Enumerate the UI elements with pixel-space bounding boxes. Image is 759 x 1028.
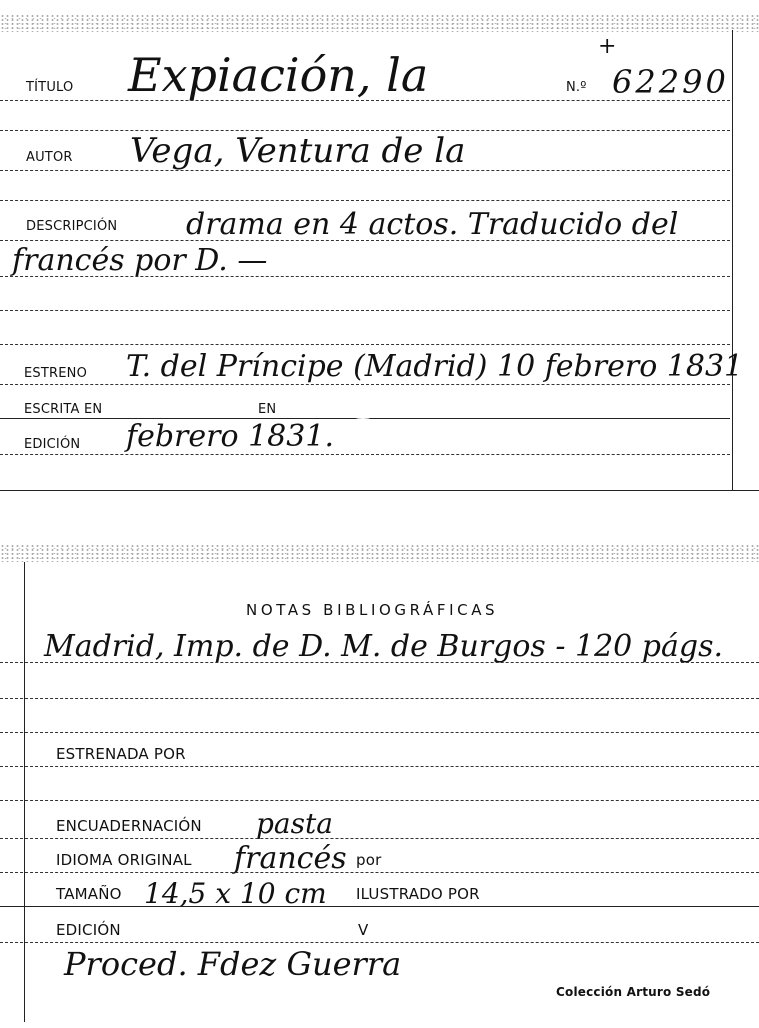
top-edge-texture <box>0 14 759 32</box>
en-label: EN <box>258 402 277 417</box>
notas-line-2 <box>0 698 759 699</box>
estreno-value: T. del Príncipe (Madrid) 10 febrero 1831 <box>126 349 744 384</box>
back-top-edge-texture <box>0 544 759 562</box>
descripcion-line-1 <box>0 240 730 241</box>
card-right-edge <box>732 30 733 490</box>
titulo-line <box>0 100 730 101</box>
titulo-label: TÍTULO <box>26 80 74 95</box>
por-label: por <box>356 851 382 869</box>
front-bottom-line <box>0 490 759 491</box>
encuadernacion-label: ENCUADERNACIÓN <box>56 817 202 835</box>
idioma-value: francés <box>234 841 347 876</box>
estreno-line <box>0 384 730 385</box>
idioma-line <box>0 872 759 873</box>
procedencia-value: Proced. Fdez Guerra <box>64 945 402 983</box>
autor-label: AUTOR <box>26 150 73 165</box>
front-card <box>0 0 759 500</box>
notas-value: Madrid, Imp. de D. M. de Burgos - 120 págs. <box>44 629 724 664</box>
numero-value: 62290 <box>612 63 729 101</box>
descripcion-value-line2: francés por D. — <box>12 243 268 278</box>
descripcion-label: DESCRIPCIÓN <box>26 219 118 234</box>
numero-label: N.º <box>566 80 587 95</box>
encuadernacion-line <box>0 838 759 839</box>
estrenada-line-2 <box>0 800 759 801</box>
descripcion-line-2 <box>0 276 730 277</box>
autor-value: Vega, Ventura de la <box>130 131 466 171</box>
estreno-label: ESTRENO <box>24 366 88 381</box>
back-edicion-line <box>0 942 759 943</box>
notas-line-1 <box>0 662 759 663</box>
numero-mark: + <box>598 34 617 59</box>
idioma-label: IDIOMA ORIGINAL <box>56 851 192 869</box>
edicion-label: EDICIÓN <box>24 437 81 452</box>
titulo-value: Expiación, la <box>128 48 429 102</box>
edicion-value: febrero 1831. <box>126 419 334 454</box>
divider-3 <box>0 344 730 345</box>
ilustrado-label: ILUSTRADO POR <box>356 885 480 903</box>
back-left-edge <box>24 562 25 1022</box>
stamp-erasure <box>338 418 388 458</box>
divider-2 <box>0 200 730 201</box>
edicion-line <box>0 454 730 455</box>
descripcion-line-3 <box>0 310 730 311</box>
estrenada-label: ESTRENADA POR <box>56 745 186 763</box>
back-edicion-label: EDICIÓN <box>56 921 121 939</box>
descripcion-value-line1: drama en 4 actos. Traducido del <box>186 207 679 242</box>
tamano-value: 14,5 x 10 cm <box>144 877 327 910</box>
encuadernacion-value: pasta <box>256 807 333 840</box>
tamano-line <box>0 906 759 907</box>
escrita-label: ESCRITA EN <box>24 402 103 417</box>
notas-title: NOTAS BIBLIOGRÁFICAS <box>246 601 499 619</box>
estrenada-line <box>0 766 759 767</box>
autor-line <box>0 170 730 171</box>
valor-label: V <box>358 921 369 939</box>
back-card <box>0 530 759 1028</box>
tamano-label: TAMAÑO <box>56 885 122 903</box>
coleccion-credit: Colección Arturo Sedó <box>556 985 711 999</box>
notas-line-3 <box>0 732 759 733</box>
